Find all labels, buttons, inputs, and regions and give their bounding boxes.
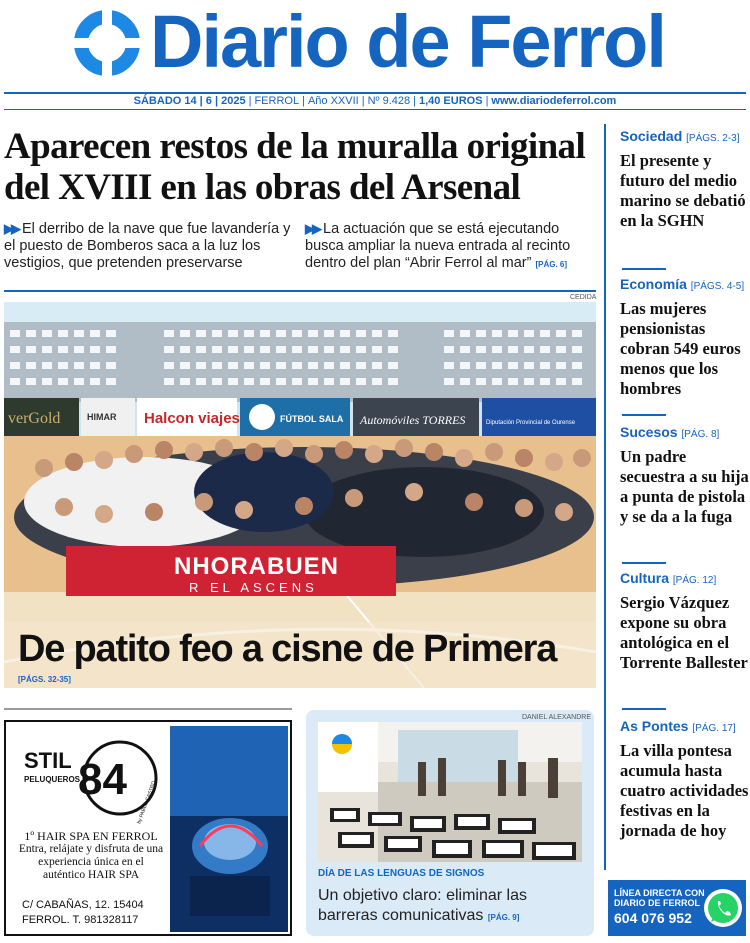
ad-address: C/ CABAÑAS, 12. 15404 — [22, 899, 144, 911]
congrats-sign: NHORABUEN — [174, 553, 339, 580]
sidebar-pages: [PÁGS. 4-5] — [690, 281, 745, 292]
sidebar-headline: La villa pontesa acumula hasta cuatro actividades festivas en la jornada de hoy — [620, 741, 749, 840]
sidebar-category: As Pontes — [620, 718, 689, 734]
banner-3: Halcon viajes — [144, 410, 240, 427]
photo-page-reference: [PÁGS. 32-35] — [18, 675, 71, 684]
direct-line-label: LÍNEA DIRECTA CON DIARIO DE FERROL — [614, 888, 705, 908]
feature-page-reference: [PÁG. 9] — [487, 913, 520, 922]
sidebar-category: Sucesos — [620, 424, 678, 440]
sidebar-headline: El presente y futuro del medio marino se debatió en la SGHN — [620, 151, 746, 230]
sidebar-item-economia[interactable] — [620, 276, 750, 399]
masthead-logo-icon — [72, 8, 142, 78]
hair-salon-ad[interactable] — [4, 720, 292, 936]
main-headline[interactable]: Aparecen restos de la muralla original del XVIII en las obras del Arsenal — [4, 126, 586, 208]
sidebar-divider — [622, 268, 666, 270]
ad-body — [16, 830, 166, 882]
lead-paragraph-1: ▶▶ El derribo de la nave que fue lavandería y el puesto de Bomberos saca a la luz los vestigios, que pretenden preservarse — [4, 221, 291, 271]
sidebar-item-sociedad[interactable] — [620, 128, 750, 231]
salon-brand-number: 84 — [78, 755, 127, 804]
direct-line-phone[interactable]: 604 076 952 — [614, 910, 692, 926]
masthead-title: Diario de Ferrol — [150, 0, 665, 83]
page-reference: [PÁG. 6] — [535, 260, 568, 269]
hair-spa-photo — [170, 726, 288, 932]
sidebar-category: Cultura — [620, 570, 669, 586]
photo-credit: CEDIDA — [570, 294, 597, 301]
salon-brand-top: STIL — [24, 748, 72, 773]
ad-address-block — [22, 898, 144, 928]
sign-language-feature[interactable] — [306, 710, 594, 936]
photo-headline[interactable]: De patito feo a cisne de Primera — [18, 628, 557, 670]
lead-paragraph-2: ▶▶ La actuación que se está ejecutando busca ampliar la nueva entrada al recinto dentro del plan “Abrir Ferrol al mar” [PÁG. 6] — [305, 221, 571, 271]
sidebar-category: Sociedad — [620, 128, 683, 144]
congrats-sign-sub: R EL ASCENS — [189, 580, 318, 595]
sidebar-headline: Un padre secuestra a su hija a punta de pistola y se da a la fuga — [620, 447, 749, 526]
sidebar-divider — [622, 708, 666, 710]
issue-date: SÁBADO 14 | 6 | 2025 — [133, 95, 246, 107]
issue-city: FERROL — [254, 95, 300, 107]
banner-1: verGold — [8, 410, 61, 427]
double-arrow-icon: ▶▶ — [4, 221, 18, 236]
sidebar-pages: [PÁG. 12] — [672, 575, 717, 586]
banner-4: FÚTBOL SALA — [280, 414, 344, 424]
salon-brand-sub: PELUQUEROS — [24, 775, 81, 784]
dateline: SÁBADO 14 | 6 | 2025 | FERROL | Año XXVII | Nº 9.428 | 1,40 EUROS | www.diariodeferrol.com — [4, 92, 746, 110]
sidebar-item-cultura[interactable] — [620, 570, 750, 673]
sidebar-category: Economía — [620, 276, 687, 292]
sidebar-headline: Las mujeres pensionistas cobran 549 euros menos que los hombres — [620, 299, 741, 398]
sidebar-headline: Sergio Vázquez expone su obra antológica en el Torrente Ballester — [620, 593, 748, 672]
direct-line-box[interactable] — [608, 880, 746, 936]
sidebar-item-sucesos[interactable] — [620, 424, 750, 527]
feature-photo-credit: DANIEL ALEXANDRE — [522, 714, 591, 721]
sidebar-divider — [622, 414, 666, 416]
banner-2: HIMAR — [87, 412, 117, 422]
news-sidebar — [604, 124, 750, 870]
issue-price: 1,40 EUROS — [418, 95, 483, 107]
banner-5: Automóviles TORRES — [360, 413, 466, 427]
sidebar-pages: [PÁG. 8] — [681, 429, 720, 440]
banner-6: Diputación Provincial de Ourense — [486, 420, 576, 426]
sidebar-pages: [PÁGS. 2-3] — [686, 133, 740, 144]
ad-headline: 1º HAIR SPA EN FERROL — [24, 829, 158, 843]
double-arrow-icon: ▶▶ — [305, 221, 319, 236]
sidebar-pages: [PÁG. 17] — [692, 723, 736, 734]
issue-number: Nº 9.428 — [367, 95, 411, 107]
section-divider — [4, 290, 596, 292]
sidebar-divider — [622, 562, 666, 564]
ad-description: Entra, relájate y disfruta de una experiencia única en el auténtico HAIR SPA — [18, 843, 164, 881]
feature-headline: Un objetivo claro: eliminar las barreras comunicativas [PÁG. 9] — [318, 887, 527, 924]
ad-divider — [4, 708, 292, 710]
sidebar-item-as-pontes[interactable] — [620, 718, 750, 841]
masthead — [0, 0, 750, 92]
ad-phone: FERROL. T. 981328117 — [22, 914, 139, 926]
whatsapp-icon[interactable] — [702, 887, 744, 929]
salon-logo — [20, 728, 170, 838]
salon-brand-by: by PABLO CASTRO — [136, 780, 158, 825]
sign-language-photo — [318, 722, 582, 862]
website-link[interactable]: www.diariodeferrol.com — [491, 95, 617, 107]
feature-kicker: DÍA DE LAS LENGUAS DE SIGNOS — [318, 868, 485, 879]
issue-year: Año XXVII — [307, 95, 359, 107]
